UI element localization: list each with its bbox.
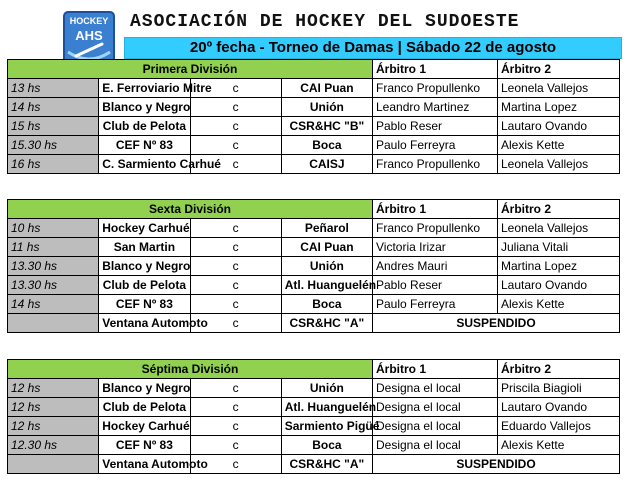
referee-2: Alexis Kette <box>498 436 620 455</box>
versus-marker: c <box>190 117 281 136</box>
away-team: CSR&HC "A" <box>281 455 372 474</box>
away-team: Sarmiento Pigüé <box>281 417 372 436</box>
logo-text-bottom: AHS <box>75 28 103 43</box>
match-time: 12 hs <box>8 379 99 398</box>
referee-2-header: Árbitro 2 <box>498 60 620 79</box>
referee-1: Designa el local <box>373 398 498 417</box>
referee-2: Alexis Kette <box>498 295 620 314</box>
match-time <box>8 314 99 333</box>
away-team: CSR&HC "A" <box>281 314 372 333</box>
match-row <box>8 398 620 417</box>
match-row <box>8 219 620 238</box>
match-row <box>8 295 620 314</box>
home-team: San Martin <box>99 238 190 257</box>
versus-marker: c <box>190 398 281 417</box>
away-team: Unión <box>281 379 372 398</box>
versus-marker: c <box>190 257 281 276</box>
home-team: Club de Pelota <box>99 398 190 417</box>
away-team: Peñarol <box>281 219 372 238</box>
referee-2: Martina Lopez <box>498 257 620 276</box>
logo-text-top: HOCKEY <box>69 16 109 26</box>
versus-marker: c <box>190 136 281 155</box>
referee-1: Designa el local <box>373 417 498 436</box>
referee-2: Lautaro Ovando <box>498 276 620 295</box>
away-team: CSR&HC "B" <box>281 117 372 136</box>
versus-marker: c <box>190 98 281 117</box>
versus-marker: c <box>190 455 281 474</box>
away-team: Atl. Huanguelén <box>281 398 372 417</box>
division-header-row <box>8 360 620 379</box>
referee-1: Designa el local <box>373 436 498 455</box>
home-team: Blanco y Negro <box>99 257 190 276</box>
home-team: Club de Pelota <box>99 276 190 295</box>
referee-2: Alexis Kette <box>498 136 620 155</box>
referee-1: Victoria Irizar <box>373 238 498 257</box>
home-team: Hockey Carhué <box>99 219 190 238</box>
referee-1: Andres Mauri <box>373 257 498 276</box>
away-team: Unión <box>281 257 372 276</box>
versus-marker: c <box>190 219 281 238</box>
referee-2: Juliana Vitali <box>498 238 620 257</box>
match-time: 15 hs <box>8 117 99 136</box>
division-header-row <box>8 60 620 79</box>
page-title: ASOCIACIÓN DE HOCKEY DEL SUDOESTE <box>130 12 520 32</box>
referee-2: Lautaro Ovando <box>498 117 620 136</box>
match-time: 13.30 hs <box>8 276 99 295</box>
subtitle-banner: 20º fecha - Torneo de Damas | Sábado 22 de agosto <box>124 37 622 59</box>
match-time: 12.30 hs <box>8 436 99 455</box>
match-time: 13.30 hs <box>8 257 99 276</box>
match-time: 14 hs <box>8 98 99 117</box>
match-time: 11 hs <box>8 238 99 257</box>
division-header-row <box>8 200 620 219</box>
away-team: Boca <box>281 436 372 455</box>
match-row <box>8 117 620 136</box>
match-row <box>8 136 620 155</box>
away-team: CAISJ <box>281 155 372 174</box>
match-row <box>8 79 620 98</box>
match-row <box>8 379 620 398</box>
away-team: Boca <box>281 295 372 314</box>
division-title: Sexta División <box>8 200 373 219</box>
match-time: 16 hs <box>8 155 99 174</box>
away-team: Atl. Huanguelén <box>281 276 372 295</box>
home-team: C. Sarmiento Carhué <box>99 155 190 174</box>
home-team: CEF Nº 83 <box>99 136 190 155</box>
referee-1-header: Árbitro 1 <box>373 360 498 379</box>
match-row <box>8 436 620 455</box>
away-team: Boca <box>281 136 372 155</box>
home-team: Ventana Automoto <box>99 455 190 474</box>
versus-marker: c <box>190 79 281 98</box>
referee-1: Leandro Martinez <box>373 98 498 117</box>
versus-marker: c <box>190 417 281 436</box>
home-team: Ventana Automoto <box>99 314 190 333</box>
match-time: 13 hs <box>8 79 99 98</box>
referee-2-header: Árbitro 2 <box>498 360 620 379</box>
match-row <box>8 455 620 474</box>
away-team: CAI Puan <box>281 79 372 98</box>
home-team: CEF Nº 83 <box>99 436 190 455</box>
home-team: Club de Pelota <box>99 117 190 136</box>
referee-1: Franco Propullenko <box>373 155 498 174</box>
referee-2: Priscila Biagioli <box>498 379 620 398</box>
versus-marker: c <box>190 314 281 333</box>
referee-2: Leonela Vallejos <box>498 219 620 238</box>
match-time: 10 hs <box>8 219 99 238</box>
referee-1: Designa el local <box>373 379 498 398</box>
match-time <box>8 455 99 474</box>
home-team: Hockey Carhué <box>99 417 190 436</box>
referee-1-header: Árbitro 1 <box>373 60 498 79</box>
match-row <box>8 257 620 276</box>
referee-2: Leonela Vallejos <box>498 79 620 98</box>
match-time: 14 hs <box>8 295 99 314</box>
away-team: CAI Puan <box>281 238 372 257</box>
match-row <box>8 98 620 117</box>
referee-1: Pablo Reser <box>373 117 498 136</box>
referee-1: Franco Propullenko <box>373 219 498 238</box>
home-team: CEF Nº 83 <box>99 295 190 314</box>
match-row <box>8 238 620 257</box>
match-time: 12 hs <box>8 398 99 417</box>
versus-marker: c <box>190 295 281 314</box>
suspended-status: SUSPENDIDO <box>373 455 620 474</box>
versus-marker: c <box>190 436 281 455</box>
match-row <box>8 155 620 174</box>
division-title: Primera División <box>8 60 373 79</box>
match-time: 15.30 hs <box>8 136 99 155</box>
versus-marker: c <box>190 379 281 398</box>
match-row <box>8 276 620 295</box>
home-team: E. Ferroviario Mitre <box>99 79 190 98</box>
match-time: 12 hs <box>8 417 99 436</box>
referee-2: Leonela Vallejos <box>498 155 620 174</box>
referee-1-header: Árbitro 1 <box>373 200 498 219</box>
referee-2: Lautaro Ovando <box>498 398 620 417</box>
division-table <box>7 59 620 174</box>
match-row <box>8 417 620 436</box>
referee-2: Martina Lopez <box>498 98 620 117</box>
referee-2: Eduardo Vallejos <box>498 417 620 436</box>
away-team: Unión <box>281 98 372 117</box>
home-team: Blanco y Negro <box>99 379 190 398</box>
referee-1: Pablo Reser <box>373 276 498 295</box>
division-title: Séptima División <box>8 360 373 379</box>
home-team: Blanco y Negro <box>99 98 190 117</box>
referee-1: Paulo Ferreyra <box>373 295 498 314</box>
suspended-status: SUSPENDIDO <box>373 314 620 333</box>
versus-marker: c <box>190 276 281 295</box>
referee-1: Franco Propullenko <box>373 79 498 98</box>
versus-marker: c <box>190 155 281 174</box>
referee-1: Paulo Ferreyra <box>373 136 498 155</box>
division-table <box>7 359 620 474</box>
versus-marker: c <box>190 238 281 257</box>
referee-2-header: Árbitro 2 <box>498 200 620 219</box>
match-row <box>8 314 620 333</box>
division-table <box>7 199 620 333</box>
